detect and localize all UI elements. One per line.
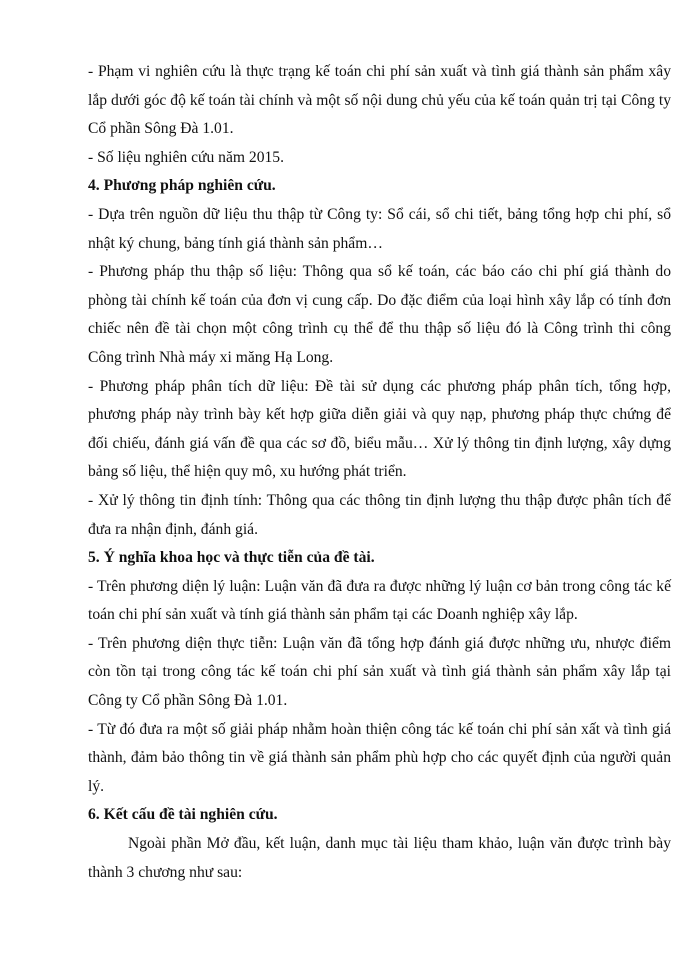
data-source-paragraph: - Dựa trên nguồn dữ liệu thu thập từ Công ty: Sổ cái, sổ chi tiết, bảng tổng hợp chi phí, sổ nhật ký chung, bảng tính giá thành sản phẩm… — [88, 205, 671, 252]
data-collection-paragraph: - Phương pháp thu thập số liệu: Thông qua sổ kế toán, các báo cáo chi phí giá thành do phòng tài chính kế toán của đơn vị cung cấp. Do đặc điểm của loại hình xây lắp có tính đơn chiếc nên đề tài chọn một công trình cụ thể để thu thập số liệu đó là Công trình thi công Công trình Nhà máy xi măng Hạ Long. — [88, 263, 671, 366]
scope-paragraph: - Phạm vi nghiên cứu là thực trạng kế toán chi phí sản xuất và tình giá thành sản phẩm xây lắp dưới góc độ kế toán tài chính và một số nội dung chủ yếu của kế toán quản trị tại Công ty Cổ phần Sông Đà 1.01. — [88, 63, 671, 138]
data-year-paragraph: - Số liệu nghiên cứu năm 2015. — [88, 148, 284, 166]
practice-paragraph: - Trên phương diện thực tiễn: Luận văn đã tổng hợp đánh giá được những ưu, nhược điểm còn tồn tại trong công tác kế toán chi phí sản xuất và tình giá thành sản phẩm xây lắp tại Công ty Cổ phần Sông Đà 1.01. — [88, 634, 671, 710]
qualitative-paragraph: - Xử lý thông tin định tính: Thông qua các thông tin định lượng thu thập được phân tích để đưa ra nhận định, đánh giá. — [88, 491, 671, 538]
solution-paragraph: - Từ đó đưa ra một số giải pháp nhằm hoàn thiện công tác kế toán chi phí sản xất và tình giá thành, đảm bảo thông tin về giá thành sản phẩm phù hợp cho các quyết định của người quản lý. — [88, 720, 671, 795]
section-4-heading: 4. Phương pháp nghiên cứu. — [88, 177, 276, 195]
section-5-heading: 5. Ý nghĩa khoa học và thực tiễn của đề tài. — [88, 549, 375, 567]
data-analysis-paragraph: - Phương pháp phân tích dữ liệu: Đề tài sử dụng các phương pháp phân tích, tổng hợp, phương pháp này trình bày kết hợp giữa diễn giải và quy nạp, phương pháp thực chứng để đối chiếu, đánh giá vấn đề qua các sơ đồ, biểu mẫu… Xử lý thông tin định lượng, xây dựng bảng số liệu, thể hiện quy mô, xu hướng phát triển. — [88, 377, 671, 481]
section-6-heading: 6. Kết cấu đề tài nghiên cứu. — [88, 806, 278, 824]
structure-paragraph: Ngoài phần Mở đầu, kết luận, danh mục tài liệu tham khảo, luận văn được trình bày thành 3 chương như sau: — [88, 835, 671, 881]
document-body — [88, 58, 671, 887]
theory-paragraph: - Trên phương diện lý luận: Luận văn đã đưa ra được những lý luận cơ bản trong công tác kế toán chi phí sản xuất và tính giá thành sản phẩm tại các Doanh nghiệp xây lắp. — [88, 577, 671, 624]
